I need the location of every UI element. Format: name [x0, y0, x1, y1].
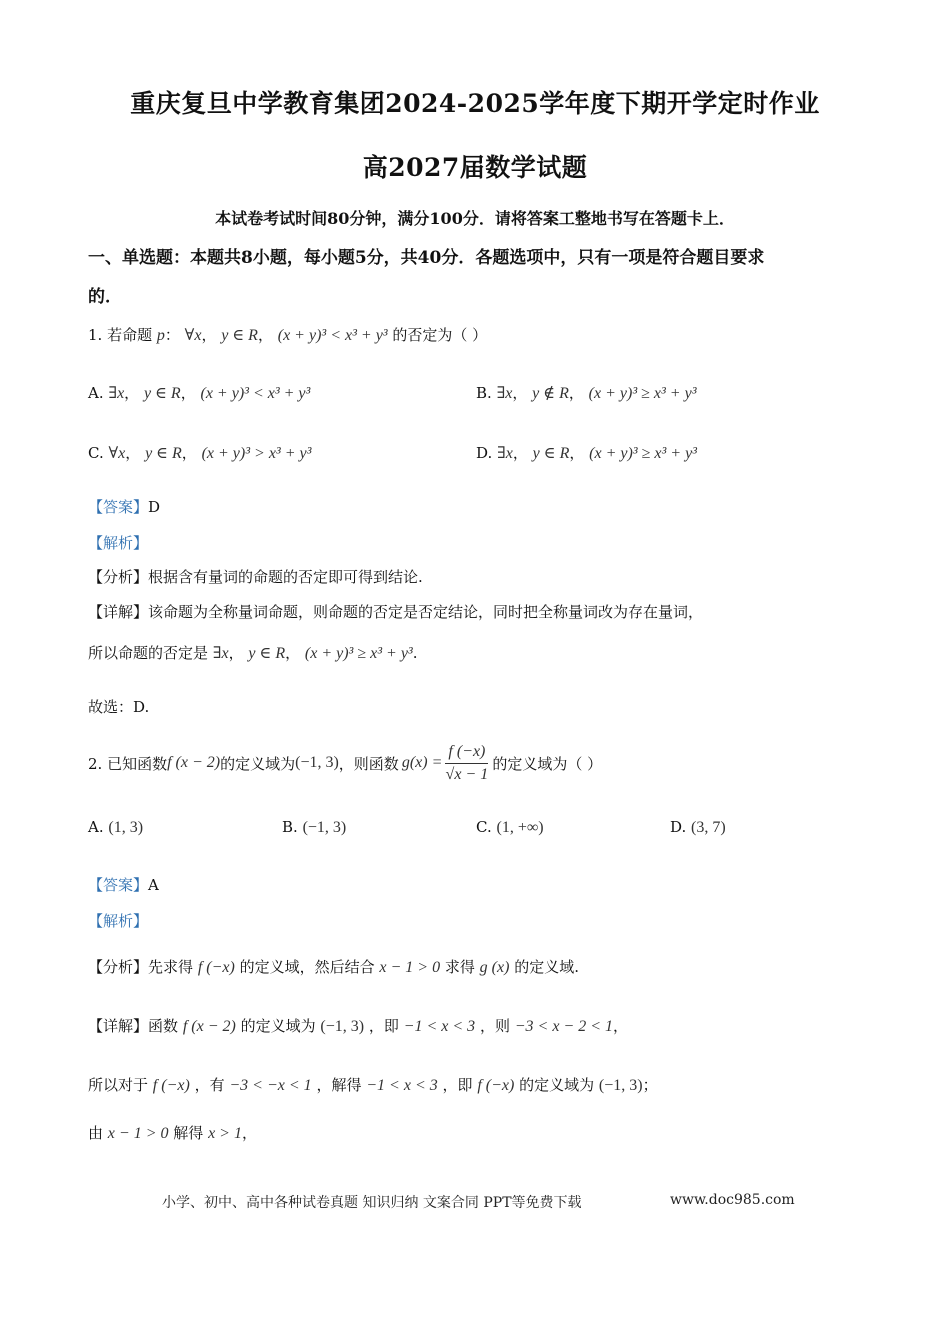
xiangjie-prefix: 所以命题的否定是	[88, 644, 209, 662]
fenxi-math: x − 1 > 0	[379, 959, 441, 976]
option-label: A.	[88, 384, 104, 402]
option-quantifier: ∃x	[108, 385, 125, 402]
q2-fenxi	[88, 956, 579, 977]
xiangjie-text: 函数	[148, 1017, 179, 1035]
option-label: C.	[88, 444, 104, 462]
q2-option-d[interactable]	[670, 818, 726, 837]
fenxi-math: g (x)	[479, 959, 510, 976]
q1-p: p	[156, 327, 165, 344]
xiangjie-math: (−1, 3)	[598, 1077, 643, 1094]
q1-option-d[interactable]	[476, 442, 697, 463]
q1-conclusion: 故选：D.	[88, 698, 150, 716]
period: .	[412, 644, 418, 662]
q1-prefix: 1. 若命题	[88, 326, 153, 344]
q1-suffix: 的否定为（ ）	[392, 326, 488, 344]
xiangjie-tag: 【详解】	[88, 1017, 149, 1035]
option-set: y ∈ R	[532, 445, 570, 462]
q2-g-lhs: g(x) =	[401, 754, 443, 771]
q2-g-denominator: √x − 1	[445, 765, 489, 783]
xiangjie-text: ；	[642, 1076, 658, 1094]
xiangjie-text: ，有	[194, 1076, 225, 1094]
fenxi-text: 求得	[444, 958, 475, 976]
option-inequality: (x + y)³ ≥ x³ + y³	[588, 385, 697, 402]
xiangjie-tag: 【详解】	[88, 603, 149, 621]
option-label: B.	[476, 384, 492, 402]
xiangjie-math: −3 < x − 2 < 1	[514, 1018, 614, 1035]
option-quantifier: ∃x	[496, 385, 513, 402]
answer-tag: 【答案】	[88, 498, 149, 516]
xiangjie-text: 该命题为全称量词命题，则命题的否定是否定结论，同时把全称量词改为存在量词，	[148, 603, 704, 621]
question-2-stem	[88, 738, 602, 788]
fenxi-tag: 【分析】	[88, 958, 149, 976]
q1-forall: ∀x	[184, 327, 202, 344]
xiangjie-set: y ∈ R	[248, 645, 286, 662]
fenxi-text: 先求得	[148, 958, 194, 976]
comma: ，	[568, 384, 584, 402]
fenxi-text: 根据含有量词的命题的否定即可得到结论.	[148, 568, 423, 586]
xiangjie-math: f (x − 2)	[182, 1018, 236, 1035]
comma: ，	[125, 444, 141, 462]
option-quantifier: ∃x	[497, 445, 513, 462]
xiangjie-math: x > 1	[208, 1125, 242, 1142]
xiangjie-text: 所以对于	[88, 1076, 149, 1094]
comma: ，	[124, 384, 140, 402]
q2-xiangjie-line3	[88, 1122, 257, 1143]
option-inequality: (x + y)³ > x³ + y³	[201, 445, 312, 462]
q2-domain: (−1, 3)	[295, 754, 339, 771]
xiangjie-text: 的定义域为	[519, 1076, 595, 1094]
xiangjie-text: ，	[241, 1124, 257, 1142]
q2-g-numerator: f (−x)	[445, 741, 488, 764]
exam-instructions: 本试卷考试时间80分钟，满分100分．请将答案工整地书写在答题卡上．	[215, 209, 735, 228]
exam-subtitle: 高2027届数学试题	[362, 153, 588, 182]
xiangjie-text: 解得	[173, 1124, 204, 1142]
q1-comma: ，	[201, 326, 217, 344]
option-value: (1, 3)	[108, 819, 144, 836]
fenxi-text: 的定义域.	[514, 958, 579, 976]
q1-colon: ：	[164, 326, 180, 344]
xiangjie-text: ，即	[442, 1076, 473, 1094]
q2-mid1: 的定义域为	[220, 754, 296, 773]
q1-analysis-tag: 【解析】	[88, 534, 149, 552]
q2-g-fraction	[445, 741, 488, 786]
answer-value: A	[148, 876, 159, 894]
q1-answer	[88, 496, 160, 517]
xiangjie-math: −1 < x < 3	[403, 1018, 476, 1035]
q1-inequality: (x + y)³ < x³ + y³	[277, 327, 388, 344]
q1-xiangjie-line2	[88, 642, 418, 663]
q2-option-c[interactable]	[476, 818, 544, 837]
comma: ，	[285, 644, 301, 662]
answer-tag: 【答案】	[88, 876, 149, 894]
option-quantifier: ∀x	[108, 445, 126, 462]
xiangjie-text: ，则	[479, 1017, 510, 1035]
answer-value: D	[148, 498, 161, 516]
q1-fenxi	[88, 566, 423, 587]
footer-text: 小学、初中、高中各种试卷真题 知识归纳 文案合同 PPT等免费下载	[162, 1195, 582, 1211]
comma: ，	[180, 384, 196, 402]
q2-mid2: ，则函数	[338, 754, 399, 773]
xiangjie-text: ，	[613, 1017, 629, 1035]
exam-title: 重庆复旦中学教育集团2024-2025学年度下期开学定时作业	[130, 89, 820, 118]
xiangjie-quantifier: ∃x	[212, 645, 229, 662]
xiangjie-text: ，即	[368, 1017, 399, 1035]
option-label: D.	[476, 444, 493, 462]
comma: ，	[512, 384, 528, 402]
q1-comma: ，	[257, 326, 273, 344]
option-label: A.	[88, 818, 104, 836]
option-value: (1, +∞)	[496, 819, 544, 836]
q2-option-a[interactable]	[88, 818, 143, 837]
q2-prefix: 2. 已知函数	[88, 754, 168, 773]
xiangjie-text: ，解得	[316, 1076, 362, 1094]
comma: ，	[569, 444, 585, 462]
xiangjie-math: −1 < x < 3	[366, 1077, 438, 1094]
q2-analysis-tag: 【解析】	[88, 912, 149, 930]
q2-f-expr: f (x − 2)	[167, 754, 221, 771]
comma: ，	[181, 444, 197, 462]
q1-option-a[interactable]	[88, 382, 310, 403]
fenxi-math: f (−x)	[197, 959, 235, 976]
xiangjie-text: 的定义域为	[240, 1017, 316, 1035]
xiangjie-math: x − 1 > 0	[107, 1125, 169, 1142]
xiangjie-text: 由	[88, 1124, 104, 1142]
option-set: y ∈ R	[143, 385, 181, 402]
xiangjie-math: f (−x)	[477, 1077, 515, 1094]
xiangjie-math: −3 < −x < 1	[229, 1077, 312, 1094]
q2-xiangjie-line2	[88, 1074, 658, 1095]
q1-option-b[interactable]	[476, 382, 697, 403]
xiangjie-math: (−1, 3)	[320, 1018, 365, 1035]
option-label: B.	[282, 818, 298, 836]
q1-xiangjie-line1	[88, 601, 703, 622]
question-1-stem	[88, 324, 487, 345]
q2-option-b[interactable]	[282, 818, 346, 837]
q1-option-c[interactable]	[88, 442, 311, 463]
xiangjie-inequality: (x + y)³ ≥ x³ + y³	[304, 645, 413, 662]
fenxi-tag: 【分析】	[88, 568, 149, 586]
option-inequality: (x + y)³ ≥ x³ + y³	[589, 445, 697, 462]
option-value: (−1, 3)	[302, 819, 347, 836]
option-value: (3, 7)	[691, 819, 726, 836]
q2-xiangjie-line1	[88, 1015, 628, 1036]
comma: ，	[512, 444, 528, 462]
footer-url[interactable]: www.doc985.com	[670, 1192, 795, 1208]
xiangjie-math: f (−x)	[152, 1077, 190, 1094]
q1-y-in-r: y ∈ R	[221, 327, 258, 344]
fenxi-text: 的定义域，然后结合	[239, 958, 375, 976]
option-label: D.	[670, 818, 687, 836]
option-set: y ∈ R	[145, 445, 182, 462]
section-heading-cont: 的．	[88, 287, 122, 307]
option-set: y ∉ R	[532, 385, 569, 402]
q2-answer	[88, 874, 159, 895]
option-label: C.	[476, 818, 492, 836]
section-heading: 一、单选题：本题共8小题，每小题5分，共40分．各题选项中，只有一项是符合题目要求	[88, 248, 765, 268]
option-inequality: (x + y)³ < x³ + y³	[200, 385, 311, 402]
comma: ，	[228, 644, 244, 662]
q2-suffix: 的定义域为（ ）	[492, 754, 603, 773]
